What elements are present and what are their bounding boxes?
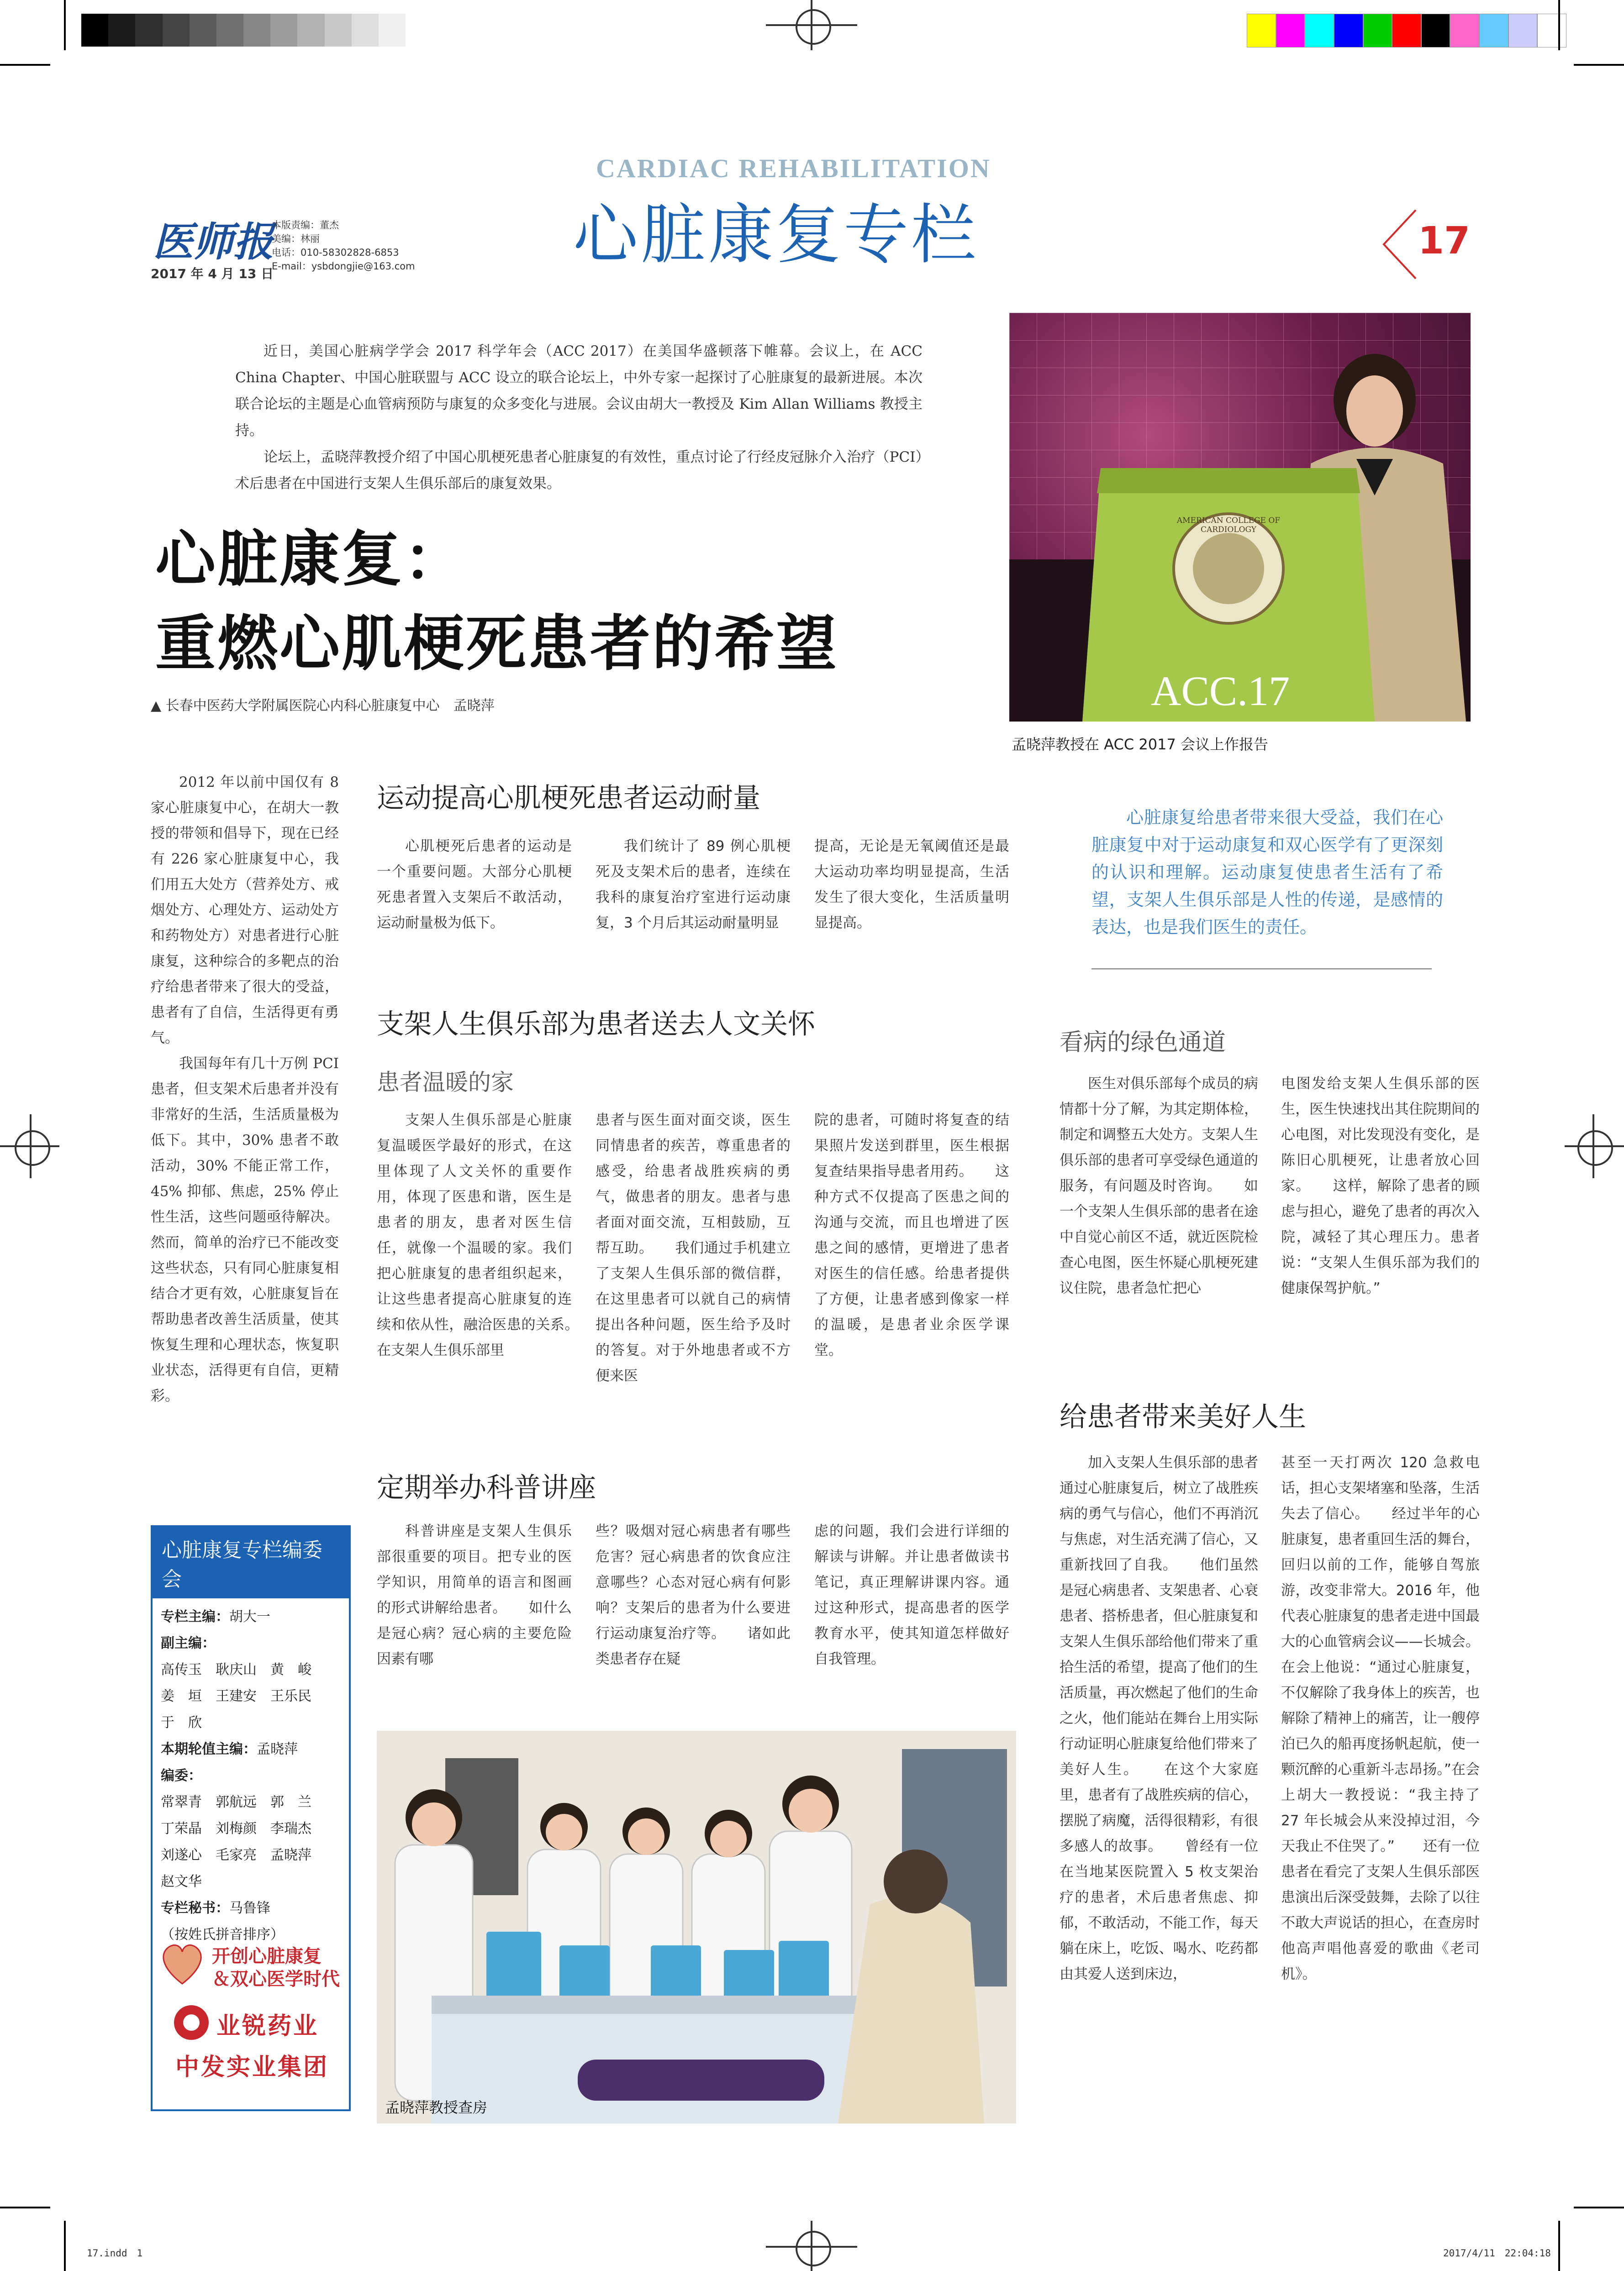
subsection-title-home: 患者温暖的家 <box>377 1069 514 1096</box>
left-paragraph: 2012 年以前中国仅有 8 家心脏康复中心，在胡大一教授的带领和倡导下，现在已经有 226 家心脏康复中心，我们用五大处方（营养处方、戒烟处方、心理处方、运动处方和药物处方）对患者进行心脏康复，这种综合的多靶点的治疗给患者带来了很大的受益，患者有了自信，生活得更有勇气。 <box>151 774 339 1046</box>
editorial-board-title: 心脏康复专栏编委会 <box>153 1527 349 1598</box>
registration-mark <box>796 2231 831 2266</box>
gray-swatch <box>163 14 190 47</box>
registration-line <box>1592 1114 1594 1178</box>
bottom-photo-caption: 孟晓萍教授查房 <box>385 2099 488 2116</box>
editorial-board-line <box>161 1842 341 1869</box>
body-column: 提高，无论是无氧阈值还是最大运动功率均明显提高，生活发生了很大变化，生活质量明显提高。 <box>814 838 1009 931</box>
color-swatch <box>1450 14 1479 47</box>
section-beautiful-life-body <box>1060 1450 1480 1987</box>
podium-seal-text: AMERICAN COLLEGE OF CARDIOLOGY <box>1176 516 1281 534</box>
left-paragraph: 我国每年有几十万例 PCI 患者，但支架术后患者并没有非常好的生活，生活质量极为低下。其中，30% 患者不敢活动，30% 不能正常工作，45% 抑郁、焦虑，25% 停止性生活，这些问题亟待解决。然而，简单的治疗已不能改变这些状态，只有同心脏康复相结合才更有效，心脏康复旨在帮助患者改善生活质量，使其恢复生理和心理状态，恢复职业状态，活得更有自信，更精彩。 <box>151 1055 339 1404</box>
ward-round-photo <box>377 1731 1016 2123</box>
gray-swatch <box>243 14 270 47</box>
editor-info <box>272 218 415 273</box>
headline-line-2: 重燃心肌梗死患者的希望 <box>155 609 838 679</box>
editorial-names: 于 欣 <box>161 1715 202 1731</box>
editorial-names: 常翠青 郭航远 郭 兰 <box>161 1794 311 1810</box>
editorial-board-line <box>161 1710 341 1736</box>
left-column <box>151 769 339 1409</box>
editorial-role: 副主编： <box>161 1635 216 1651</box>
ad-company-2: 中发实业集团 <box>175 2054 329 2081</box>
pull-quote: 心脏康复给患者带来很大受益，我们在心脏康复中对于运动康复和双心医学有了更深刻的认识和理解。运动康复使患者生活有了希望，支架人生俱乐部是人性的传递，是感情的表达，也是我们医生的责任。 <box>1091 807 1443 937</box>
gray-swatch <box>325 14 352 47</box>
section-title-club: 支架人生俱乐部为患者送去人文关怀 <box>377 1008 815 1040</box>
crop-mark <box>0 2207 50 2208</box>
column-title-chinese: 心脏康复专栏 <box>573 197 979 273</box>
color-swatch <box>1247 14 1276 47</box>
color-swatch <box>1392 14 1421 47</box>
footer-file-name: 17.indd 1 <box>87 2248 143 2259</box>
body-column: 虑的问题，我们会进行详细的解读与讲解。并让患者做读书笔记，真正理解讲课内容。通过这种形式，提高患者的医学教育水平，使其知道怎样做好自我管理。 <box>814 1523 1009 1667</box>
page-number-chevron-icon <box>1379 208 1420 281</box>
crop-mark <box>64 2221 66 2271</box>
body-column: 些？吸烟对冠心病患者有哪些危害？冠心病患者的饮食应注意哪些？心态对冠心病有何影响？支架后的患者为什么要进行运动康复治疗等。 诸如此类患者存在疑 <box>596 1523 791 1667</box>
crop-mark <box>1574 64 1624 66</box>
gray-swatch <box>190 14 216 47</box>
headline-line-1: 心脏康复： <box>155 524 466 595</box>
editorial-names: 刘遂心 毛家亮 孟晓萍 <box>161 1847 311 1863</box>
body-column: 院的患者，可随时将复查的结果照片发送到群里，医生根据复查结果指导患者用药。 这种方式不仅提高了医患之间的沟通与交流，而且也增进了医患之间的感情，更增进了患者对医生的信任感。给患者提供了方便，让患者感到像家一样的温暖，是患者业余医学课堂。 <box>814 1112 1009 1359</box>
editorial-names: （按姓氏拼音排序） <box>161 1927 284 1943</box>
byline: ▲ 长春中医药大学附属医院心内科心脏康复中心 孟晓萍 <box>151 698 495 714</box>
lead-paragraphs <box>235 338 923 497</box>
ad-slogan-line-1: 开创心脏康复 <box>212 1946 322 1967</box>
body-column: 甚至一天打两次 120 急救电话，担心支架堵塞和坠落，生活失去了信心。 经过半年的心脏康复，患者重回生活的舞台，回归以前的工作，能够自驾旅游，改变非常大。2016 年，他代表心脏康复的患者走进中国最大的心血管病会议——长城会。在会上他说：“通过心脏康复，不仅解除了我身体上的疾苦，也解除了精神上的痛苦，让一艘停泊已久的船再度扬帆起航，使一颗沉醉的心重新斗志昂扬。”在会上胡大一教授说：“我主持了 27 年长城会从来没掉过泪，今天我止不住哭了。” 还有一位患者在看完了支架人生俱乐部医患演出后深受鼓舞，去除了以往不敢大声说话的担心，在查房时他高声唱他喜爱的歌曲《老司机》。 <box>1281 1454 1480 1982</box>
ad-slogan-line-2: ＆双心医学时代 <box>212 1969 340 1990</box>
editorial-names: 姜 垣 王建安 王乐民 <box>161 1688 311 1704</box>
heart-logo-icon <box>157 1938 207 1988</box>
quote-divider <box>1091 968 1432 970</box>
body-column: 科普讲座是支架人生俱乐部很重要的项目。把专业的医学知识，用简单的语言和图画的形式讲解给患者。 如什么是冠心病？冠心病的主要危险因素有哪 <box>377 1523 572 1667</box>
editorial-board-line <box>161 1630 341 1657</box>
body-column: 患者与医生面对面交谈，医生同情患者的疾苦，尊重患者的感受，给患者战胜疾病的勇气，做患者的朋友。患者与患者面对面交流，互相鼓励，互帮互助。 我们通过手机建立了支架人生俱乐部的微信群，在这里患者可以就自己的病情提出各种问题，医生给予及时的答复。对于外地患者或不方便来医 <box>596 1112 791 1384</box>
editorial-board-box <box>151 1525 351 2111</box>
ward-round-illustration <box>377 1731 1016 2123</box>
section-title-beautiful-life: 给患者带来美好人生 <box>1060 1401 1306 1433</box>
section-exercise-body <box>377 833 1009 936</box>
gray-swatch <box>81 14 108 47</box>
editorial-names: 高传玉 耿庆山 黄 峻 <box>161 1662 311 1678</box>
newspaper-logo: 医师报 <box>153 218 274 265</box>
issue-date: 2017 年 4 月 13 日 <box>151 266 274 281</box>
registration-mark <box>1577 1130 1613 1166</box>
conference-photo <box>1009 313 1471 722</box>
section-title-green-channel: 看病的绿色通道 <box>1060 1029 1226 1056</box>
editorial-board-line <box>161 1736 341 1763</box>
gray-swatch <box>135 14 162 47</box>
color-swatch <box>1508 14 1538 47</box>
editorial-board-line <box>161 1869 341 1895</box>
editorial-board-line <box>161 1604 341 1630</box>
color-swatch <box>1421 14 1450 47</box>
company-logo-icon <box>171 2002 212 2043</box>
color-swatch <box>1305 14 1334 47</box>
gray-swatch <box>379 14 406 47</box>
editorial-names: 丁荣晶 刘梅颜 李瑞杰 <box>161 1821 311 1837</box>
designer-line: 美编：林丽 <box>272 233 320 244</box>
body-column: 加入支架人生俱乐部的患者通过心脏康复后，树立了战胜疾病的勇气与信心，他们不再消沉与焦虑，对生活充满了信心，又重新找回了自我。 他们虽然是冠心病患者、支架患者、心衰患者、搭桥患者，但心脏康复和支架人生俱乐部给他们带来了重拾生活的希望，提高了他们的生活质量，再次燃起了他们的生命之火，他们能站在舞台上用实际行动证明心脏康复给他们带来了美好人生。 在这个大家庭里，患者有了战胜疾病的信心，摆脱了病魔，活得很精彩，有很多感人的故事。 曾经有一位在当地某医院置入 5 枚支架治疗的患者，术后患者焦虑、抑郁，不敢活动，不能工作，每天躺在床上，吃饭、喝水、吃药都由其爱人送到床边， <box>1060 1454 1258 1982</box>
registration-line <box>30 1114 32 1178</box>
crop-mark <box>0 64 50 66</box>
body-column: 支架人生俱乐部是心脏康复温暖医学最好的形式，在这里体现了人文关怀的重要作用，体现了医患和谐，医生是患者的朋友，患者对医生信任，就像一个温暖的家。我们把心脏康复的患者组织起来，让这些患者提高心脏康复的连续和依从性，融洽医患的关系。 在支架人生俱乐部里 <box>377 1112 600 1359</box>
registration-line <box>811 2221 812 2271</box>
lead-paragraph: 论坛上，孟晓萍教授介绍了中国心肌梗死患者心脏康复的有效性，重点讨论了行经皮冠脉介入治疗（PCI）术后患者在中国进行支架人生俱乐部后的康复效果。 <box>235 449 923 492</box>
body-column: 心肌梗死后患者的运动是一个重要问题。大部分心肌梗死患者置入支架后不敢活动，运动耐量极为低下。 <box>377 838 572 931</box>
top-photo-caption: 孟晓萍教授在 ACC 2017 会议上作报告 <box>1012 736 1268 753</box>
section-club-body <box>377 1107 1009 1389</box>
editorial-board-line <box>161 1816 341 1842</box>
phone-line: 电话：010-58302828-6853 <box>272 247 399 258</box>
registration-mark <box>15 1130 50 1166</box>
editorial-names: 胡大一 <box>229 1609 270 1625</box>
section-title-lectures: 定期举办科普讲座 <box>377 1472 596 1504</box>
editorial-names: 赵文华 <box>161 1874 202 1890</box>
color-swatch <box>1363 14 1392 47</box>
registration-line <box>1565 1145 1624 1147</box>
editorial-role: 专栏主编： <box>161 1609 229 1625</box>
color-swatch <box>1479 14 1508 47</box>
color-swatch <box>1334 14 1363 47</box>
editorial-names: 孟晓萍 <box>257 1741 298 1757</box>
color-swatch <box>1537 14 1566 47</box>
gray-swatch <box>297 14 324 47</box>
body-column: 电图发给支架人生俱乐部的医生，医生快速找出其住院期间的心电图，对比发现没有变化，是陈旧心肌梗死，让患者放心回家。 这样，解除了患者的顾虑与担心，避免了患者的再次入院，减轻了其心理压力。患者说：“支架人生俱乐部为我们的健康保驾护航。” <box>1281 1075 1480 1296</box>
editorial-role: 专栏秘书： <box>161 1900 229 1916</box>
email-line: E-mail：ysbdongjie@163.com <box>272 261 415 272</box>
editorial-board-line <box>161 1763 341 1789</box>
column-title-english: CARDIAC REHABILITATION <box>596 153 991 183</box>
registration-line <box>811 0 812 50</box>
footer-timestamp: 2017/4/11 22:04:18 <box>1443 2248 1551 2259</box>
crop-mark <box>1558 2221 1560 2271</box>
body-column: 医生对俱乐部每个成员的病情都十分了解，为其定期体检，制定和调整五大处方。支架人生俱乐部的患者可享受绿色通道的服务，有问题及时咨询。 如一个支架人生俱乐部的患者在途中自觉心前区不适，就近医院检查心电图，医生怀疑心肌梗死建议住院，患者急忙把心 <box>1060 1075 1258 1296</box>
section-lectures-body <box>377 1518 1009 1672</box>
section-title-exercise: 运动提高心肌梗死患者运动耐量 <box>377 782 760 814</box>
editorial-board-line <box>161 1683 341 1710</box>
lead-paragraph: 近日，美国心脏病学学会 2017 科学年会（ACC 2017）在美国华盛顿落下帷幕。会议上，在 ACC China Chapter、中国心脏联盟与 ACC 设立的联合论坛上，中外专家一起探讨了心脏康复的最新进展。本次联合论坛的主题是心血管病预防与康复的众多变化与进展。会议由胡大一教授及 Kim Allan Williams 教授主持。 <box>235 343 923 439</box>
crop-mark <box>64 0 66 50</box>
section-green-channel-body <box>1060 1071 1480 1301</box>
crop-mark <box>1558 0 1560 50</box>
editorial-names: 马鲁锋 <box>229 1900 270 1916</box>
color-bar <box>1247 14 1566 47</box>
gray-swatch <box>270 14 297 47</box>
editorial-board-line <box>161 1895 341 1922</box>
ad-company-1: 业锐药业 <box>216 2013 319 2040</box>
body-column: 我们统计了 89 例心肌梗死及支架术后的患者，连续在我科的康复治疗室进行运动康复，3 个月后其运动耐量明显 <box>596 838 791 931</box>
color-swatch <box>1276 14 1305 47</box>
crop-mark <box>1574 2207 1624 2208</box>
editorial-board-line <box>161 1789 341 1816</box>
gray-swatch <box>352 14 379 47</box>
registration-mark <box>796 9 831 45</box>
editorial-board-line <box>161 1657 341 1683</box>
gray-swatch <box>108 14 135 47</box>
gray-swatch <box>216 14 243 47</box>
page-number: 17 <box>1418 219 1471 263</box>
podium-acc-text: ACC.17 <box>1151 668 1290 714</box>
editor-line: 本版责编：董杰 <box>272 220 339 231</box>
grayscale-bar <box>81 14 406 47</box>
editorial-board-list <box>153 1598 349 1954</box>
editorial-role: 本期轮值主编： <box>161 1741 257 1757</box>
editorial-role: 编委： <box>161 1768 202 1784</box>
